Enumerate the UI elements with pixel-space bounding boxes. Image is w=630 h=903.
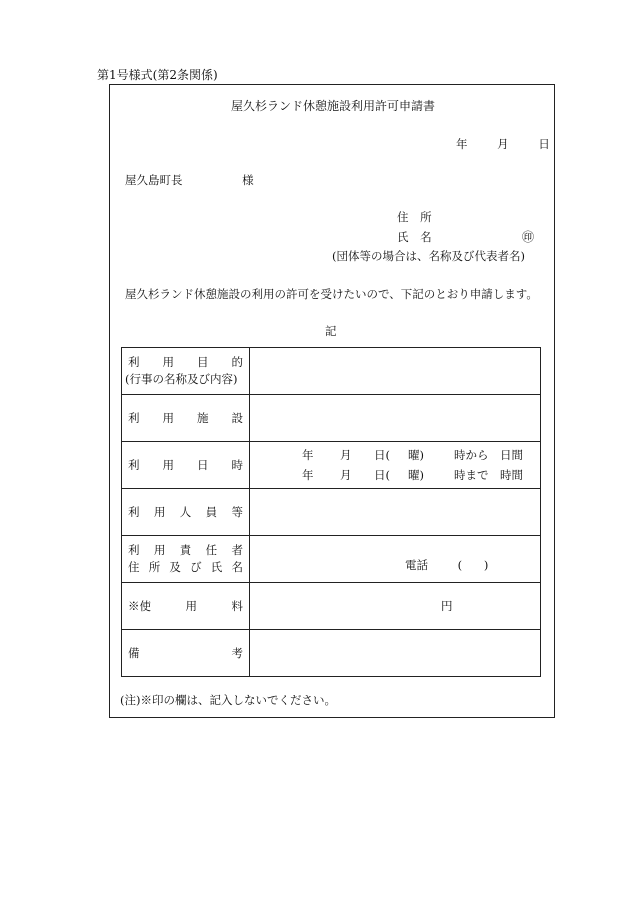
datetime-line-start (302, 445, 540, 465)
dt-year: 年 (302, 468, 314, 482)
label-char: 料 (231, 598, 243, 613)
value-purpose[interactable] (250, 348, 541, 395)
value-fee (250, 583, 541, 630)
dt-month: 月 (340, 448, 352, 462)
label-char: 責 (179, 543, 192, 557)
label-char: 氏 (210, 560, 223, 574)
dt-time: 時から (454, 448, 489, 462)
value-responsible[interactable] (250, 536, 541, 583)
table-row-facility (122, 395, 541, 442)
dt-year: 年 (302, 448, 314, 462)
label-char: 用 (153, 504, 166, 519)
dt-month: 月 (340, 468, 352, 482)
group-note: (団体等の場合は、名称及び代表者名) (332, 249, 525, 263)
application-table (121, 347, 541, 677)
label-char: 所 (148, 560, 161, 574)
label-datetime (122, 442, 250, 489)
document-title: 屋久杉ランド休憩施設利用許可申請書 (231, 99, 436, 113)
label-char: 員 (205, 504, 218, 519)
label-char: 利 (128, 504, 140, 519)
table-row-datetime (122, 442, 541, 489)
label-char: 時 (231, 457, 243, 472)
table-row-fee (122, 583, 541, 630)
label-char: 用 (162, 457, 174, 472)
label-char: 日 (197, 457, 209, 472)
date-month: 月 (497, 137, 509, 151)
phone-label: 電話 (405, 558, 428, 572)
label-char: 的 (231, 355, 243, 369)
addressee-honorific: 様 (242, 173, 254, 187)
date-year: 年 (456, 137, 468, 151)
label-responsible (122, 536, 250, 583)
addressee (125, 172, 254, 188)
value-attendees[interactable] (250, 489, 541, 536)
date-day: 日 (538, 137, 550, 151)
label-char: 施 (197, 410, 209, 425)
label-char: 用 (162, 410, 174, 425)
footer-note: (注)※印の欄は、記入しないでください。 (120, 693, 336, 707)
dt-duration: 日間 (500, 448, 523, 462)
datetime-line-end (302, 465, 540, 485)
label-char: 利 (128, 410, 140, 425)
table-row-purpose (122, 348, 541, 395)
addressee-name: 屋久島町長 (125, 173, 183, 187)
label-char: 等 (231, 504, 243, 519)
seal-mark: ㊞ (522, 230, 535, 244)
label-char: 設 (231, 410, 243, 425)
label-fee (122, 583, 250, 630)
phone-close-paren: ) (483, 558, 489, 572)
yen-unit: 円 (441, 599, 453, 613)
dt-weekday: 曜) (408, 448, 424, 462)
dt-time: 時まで (454, 468, 489, 482)
dt-weekday: 曜) (408, 468, 424, 482)
label-char: 者 (231, 543, 243, 557)
label-char: 備 (128, 645, 140, 660)
value-datetime[interactable] (250, 442, 541, 489)
label-char: 人 (179, 504, 192, 519)
value-remarks[interactable] (250, 630, 541, 677)
phone-open-paren: ( (457, 558, 463, 572)
address-char: 所 (420, 210, 432, 224)
label-char: 考 (231, 645, 243, 660)
table-row-remarks (122, 630, 541, 677)
ki-heading: 記 (325, 324, 337, 338)
phone-line (250, 557, 540, 582)
dt-day: 日( (374, 468, 390, 482)
label-char: 用 (185, 598, 197, 613)
label-attendees (122, 489, 250, 536)
label-purpose (122, 348, 250, 395)
value-facility[interactable] (250, 395, 541, 442)
label-char: 住 (128, 560, 140, 574)
label-char: 目 (197, 355, 209, 369)
label-facility (122, 395, 250, 442)
label-remarks (122, 630, 250, 677)
address-char: 住 (397, 210, 409, 224)
table-row-responsible (122, 536, 541, 583)
table-row-attendees (122, 489, 541, 536)
label-char: 利 (128, 355, 140, 369)
dt-duration: 時間 (500, 468, 523, 482)
label-char: 利 (128, 543, 140, 557)
label-char: 及 (169, 560, 181, 574)
body-text: 屋久杉ランド休憩施設の利用の許可を受けたいので、下記のとおり申請します。 (125, 287, 538, 301)
label-char: び (190, 560, 202, 574)
form-number: 第1号様式(第2条関係) (97, 68, 218, 82)
date-line (456, 136, 550, 152)
name-char: 名 (420, 230, 432, 244)
applicant-name-label (397, 229, 432, 245)
label-char: 用 (162, 355, 174, 369)
label-char: 名 (231, 560, 243, 574)
label-char: 任 (205, 543, 218, 557)
label-sub: (行事の名称及び内容) (125, 372, 238, 386)
label-char: ※使 (128, 598, 151, 613)
dt-day: 日( (374, 448, 390, 462)
label-char: 利 (128, 457, 140, 472)
label-char: 用 (153, 543, 166, 557)
name-char: 氏 (397, 230, 409, 244)
applicant-address-label (397, 209, 432, 225)
